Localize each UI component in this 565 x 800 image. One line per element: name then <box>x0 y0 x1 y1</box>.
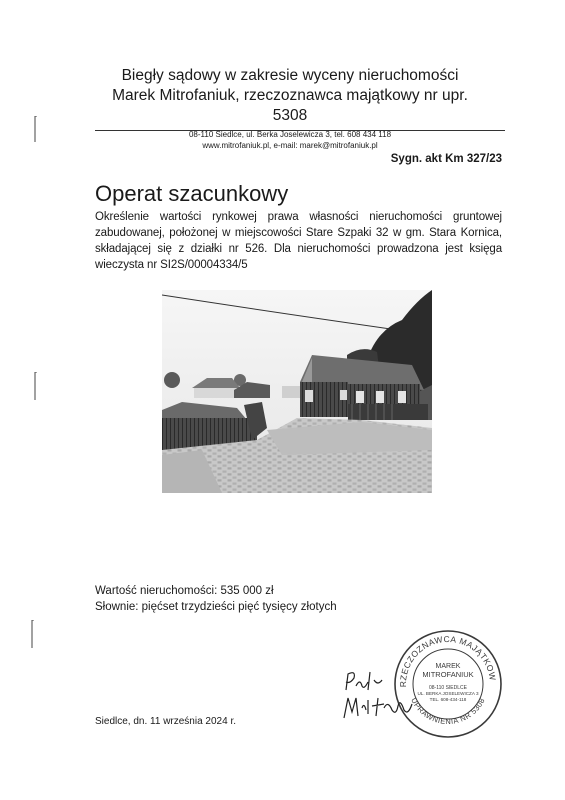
stamp-name-1: MAREK <box>435 663 461 670</box>
letterhead <box>95 66 485 151</box>
stamp-address-2: UL. BERKA JOSELEWICZA 3 <box>417 691 479 696</box>
stamp-address-1: 08-110 SIEDLCE <box>429 685 467 691</box>
stamp-name-2: MITROFANIUK <box>422 670 474 679</box>
letterhead-line-2: Marek Mitrofaniuk, rzeczoznawca majątkowy nr upr. 5308 <box>112 87 468 124</box>
margin-mark <box>33 372 39 400</box>
document-description: Określenie wartości rynkowej prawa własności nieruchomości gruntowej zabudowanej, położonej w miejscowości Stare Szpaki 32 w gm. Stara Kornica, składającej się z działki nr 526. Dla nieruchomości prowadzona jest księga wieczysta nr SI2S/00004334/5 <box>95 211 502 271</box>
document-date: Siedlce, dn. 11 września 2024 r. <box>95 716 237 727</box>
property-value-words: Słownie: pięćset trzydzieści pięć tysięcy złotych <box>95 601 337 613</box>
letterhead-web: www.mitrofaniuk.pl, e-mail: marek@mitrofaniuk.pl <box>202 141 378 150</box>
stamp-ring-text: RZECZOZNAWCA MAJĄTKOW <box>397 633 499 688</box>
document-title: Operat szacunkowy <box>95 181 289 206</box>
margin-mark <box>30 620 36 648</box>
margin-mark <box>33 116 39 142</box>
case-number: Sygn. akt Km 327/23 <box>390 153 502 165</box>
stamp-phone: TEL. 608-434-118 <box>429 697 467 702</box>
handwritten-signature <box>340 668 420 723</box>
property-photo <box>162 290 432 493</box>
header-divider <box>95 130 505 131</box>
stamp-bottom-text: UPRAWNIENIA NR 5308 <box>409 696 487 727</box>
property-value: Wartość nieruchomości: 535 000 zł <box>95 585 274 597</box>
letterhead-address: 08-110 Siedlce, ul. Berka Joselewicza 3, tel. 608 434 118 <box>188 130 392 139</box>
letterhead-line-1: Biegły sądowy w zakresie wyceny nieruchomości <box>121 67 459 84</box>
